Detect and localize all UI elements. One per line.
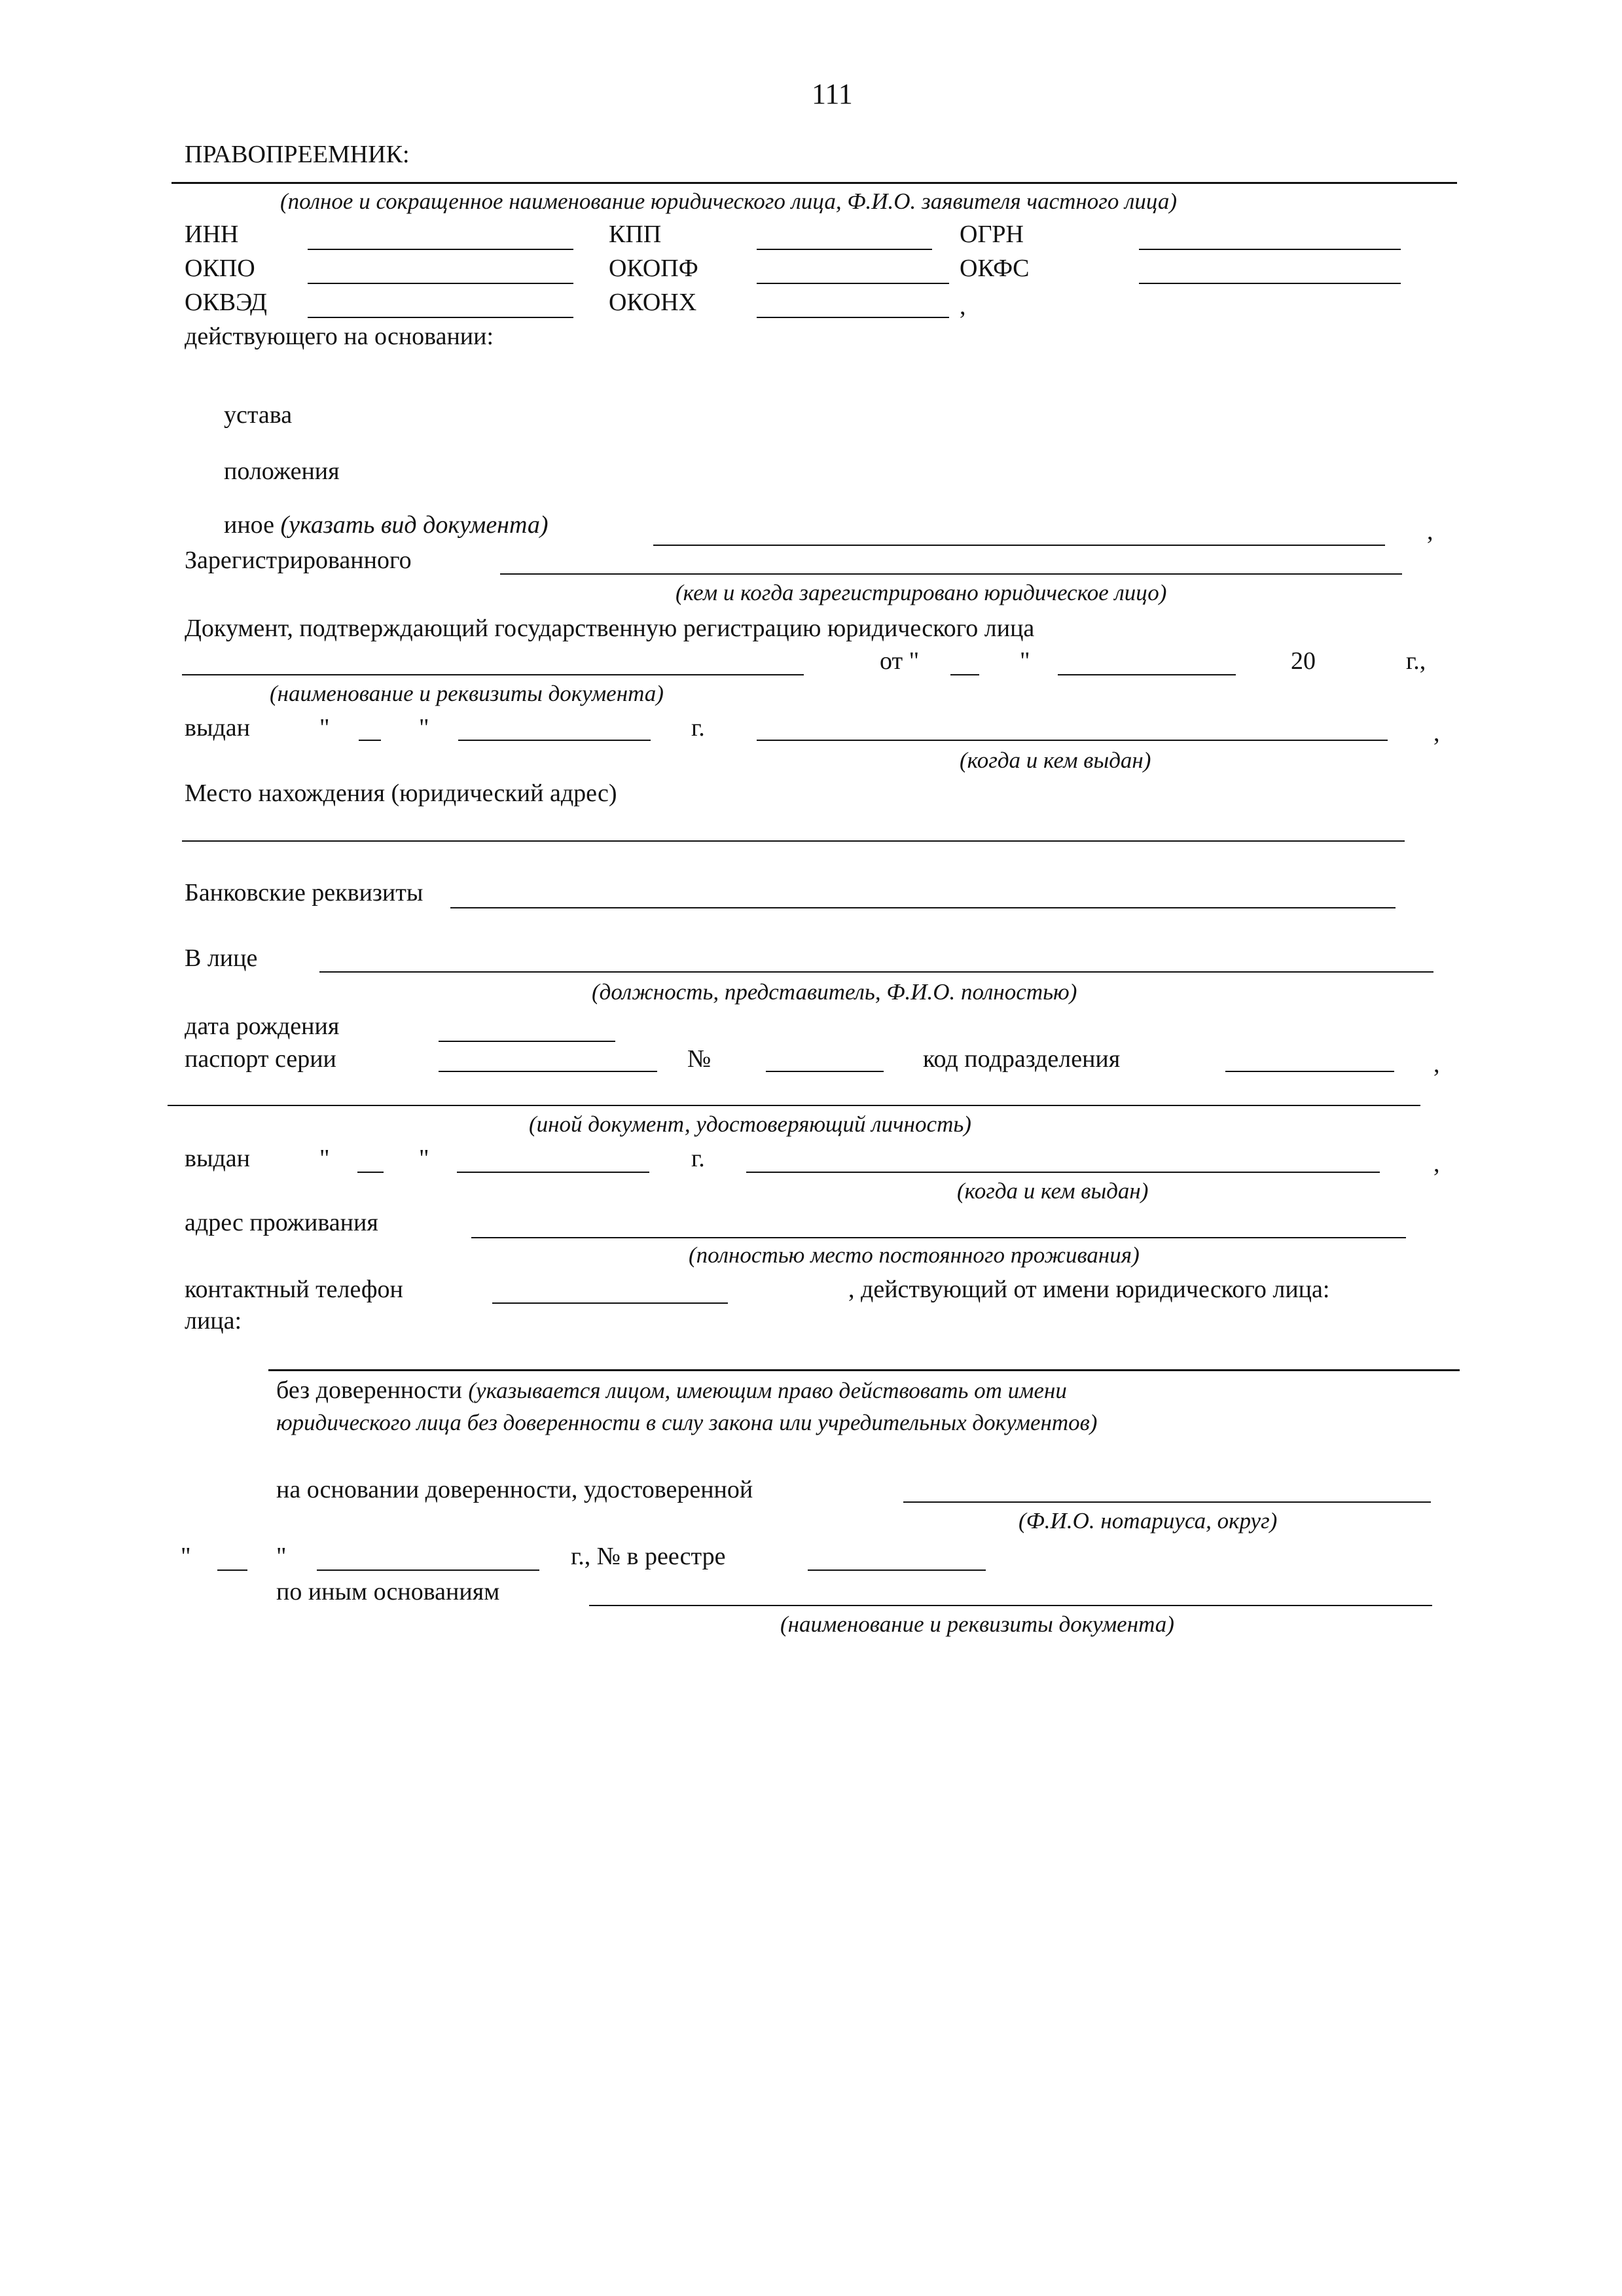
passport-number-sign: № [687,1045,712,1073]
person-caption: (должность, представитель, Ф.И.О. полностью) [592,979,1077,1005]
basis-polozhenie-option[interactable]: положения [224,457,340,485]
residence-field[interactable] [471,1237,1406,1238]
basis-other-comma: , [1427,518,1433,545]
bank-label: Банковские реквизиты [185,879,424,906]
lica-text: лица: [185,1307,242,1335]
passport-number-field[interactable] [766,1071,884,1072]
address-label: Место нахождения (юридический адрес) [185,780,617,807]
acting-on-behalf-text: , действующий от имени юридического лица: [848,1276,1330,1303]
passport-comma: , [1433,1050,1440,1078]
address-field[interactable] [182,840,1405,842]
registered-field[interactable] [500,573,1402,575]
no-poa-hint: (указывается лицом, имеющим право действовать от имени [468,1378,1067,1403]
form-title: ПРАВОПРЕЕМНИК: [185,141,410,168]
issued2-quote-open: " [319,1145,330,1172]
other-id-field[interactable] [168,1105,1420,1106]
notary-caption: (Ф.И.О. нотариуса, округ) [1018,1508,1278,1534]
issued1-g: г. [691,714,705,742]
issued2-caption: (когда и кем выдан) [957,1178,1149,1204]
other-grounds-field[interactable] [589,1605,1432,1606]
issued1-caption: (когда и кем выдан) [960,747,1151,773]
poa-day-field[interactable] [217,1570,247,1571]
person-label: В лице [185,944,258,972]
issued1-quote-open: " [319,714,330,742]
okfs-label: ОКФС [960,255,1030,282]
basis-other-label: иное [224,511,281,539]
reg-doc-month-field[interactable] [1058,674,1236,675]
no-poa-option[interactable] [276,1376,1067,1405]
poa-registry-field[interactable] [808,1570,986,1571]
residence-caption: (полностью место постоянного проживания) [689,1242,1140,1268]
issued2-day-field[interactable] [357,1172,384,1173]
acting-basis-label: действующего на основании: [185,323,494,350]
birth-date-label: дата рождения [185,1013,340,1040]
issued1-by-field[interactable] [757,740,1388,741]
basis-other-option[interactable] [224,511,549,539]
kpp-label: КПП [609,221,662,248]
okved-field[interactable] [308,317,573,318]
ogrn-field[interactable] [1139,249,1401,250]
issued1-month-field[interactable] [458,740,651,741]
no-poa-hint-line2: юридического лица без доверенности в силу закона или учредительных документов) [276,1410,1098,1435]
other-grounds-caption: (наименование и реквизиты документа) [780,1611,1174,1637]
okonh-label: ОКОНХ [609,289,697,316]
issued2-comma: , [1433,1150,1440,1177]
reg-doc-year: 20 [1291,647,1316,675]
okonh-field[interactable] [757,317,949,318]
issued1-label: выдан [185,714,251,742]
other-grounds-option[interactable]: по иным основаниям [276,1578,500,1605]
basis-other-hint: (указать вид документа) [280,511,549,539]
poa-option[interactable]: на основании доверенности, удостоверенной [276,1476,753,1503]
reg-doc-g: г., [1406,647,1426,675]
okopf-field[interactable] [757,283,949,284]
poa-month-field[interactable] [317,1570,539,1571]
okved-label: ОКВЭД [185,289,267,316]
registered-caption: (кем и когда зарегистрировано юридическое лицо) [676,580,1167,605]
okfs-field[interactable] [1139,283,1401,284]
issued2-by-field[interactable] [746,1172,1380,1173]
reg-doc-from: от " [880,647,920,675]
poa-registry-label: г., № в реестре [571,1543,726,1570]
inn-field[interactable] [308,249,573,250]
passport-series-field[interactable] [439,1071,657,1072]
issued1-quote-close: " [419,714,429,742]
ogrn-label: ОГРН [960,221,1024,248]
reg-doc-field[interactable] [182,674,804,675]
issued2-quote-close: " [419,1145,429,1172]
birth-date-field[interactable] [439,1041,615,1042]
inn-label: ИНН [185,221,239,248]
basis-ustav-option[interactable]: устава [224,401,293,429]
person-field[interactable] [319,971,1433,973]
poa-quote-open: " [181,1543,191,1570]
division-code-label: код подразделения [923,1045,1121,1073]
other-id-caption: (иной документ, удостоверяющий личность) [529,1111,971,1137]
reg-doc-label: Документ, подтверждающий государственную регистрацию юридического лица [185,615,1035,642]
page-number: 111 [812,78,853,110]
authority-divider [268,1369,1460,1371]
registered-label: Зарегистрированного [185,547,412,574]
notary-field[interactable] [903,1501,1431,1503]
issued2-g: г. [691,1145,705,1172]
reg-doc-day-field[interactable] [950,674,979,675]
phone-label: контактный телефон [185,1276,403,1303]
reg-doc-close-quote: " [1020,647,1030,675]
phone-field[interactable] [492,1302,728,1304]
name-caption: (полное и сокращенное наименование юридического лица, Ф.И.О. заявителя частного лица) [280,188,1177,214]
no-poa-label: без доверенности [276,1376,469,1404]
issued1-day-field[interactable] [359,740,381,741]
kpp-field[interactable] [757,249,932,250]
issued2-month-field[interactable] [457,1172,649,1173]
okopf-label: ОКОПФ [609,255,698,282]
issued2-label: выдан [185,1145,251,1172]
poa-quote-close: " [276,1543,287,1570]
passport-series-label: паспорт серии [185,1045,336,1073]
issued1-comma: , [1433,719,1440,747]
basis-other-field[interactable] [653,545,1385,546]
bank-field[interactable] [450,907,1396,908]
division-code-field[interactable] [1225,1071,1394,1072]
reg-doc-caption: (наименование и реквизиты документа) [270,681,664,706]
residence-label: адрес проживания [185,1209,378,1236]
okpo-label: ОКПО [185,255,255,282]
codes-comma: , [960,293,966,320]
okpo-field[interactable] [308,283,573,284]
name-field-line[interactable] [171,182,1457,184]
